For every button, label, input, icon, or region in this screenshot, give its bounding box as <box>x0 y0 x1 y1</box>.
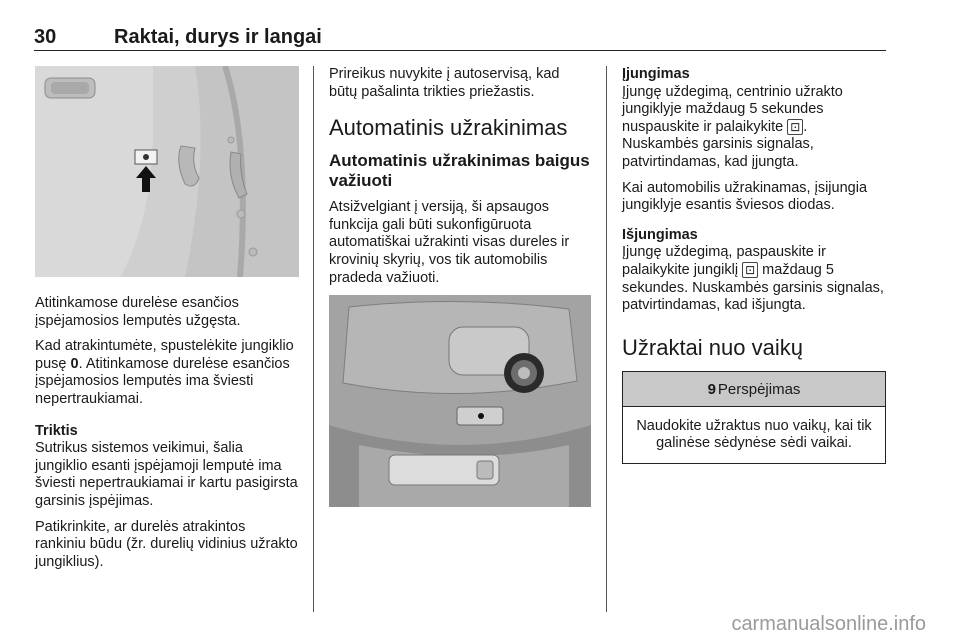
column-middle <box>329 66 591 507</box>
overhead-console-illustration <box>329 295 591 507</box>
paragraph: Atitinkamose durelėse esančios įspėjamosios lemputės užgęsta. <box>35 295 241 329</box>
column-left <box>35 66 299 579</box>
warning-header: 9 Perspėjimas <box>623 372 885 407</box>
paragraph: Sutrikus sistemos veikimui, šalia jungiklio esanti įspėjamoji lemputė ima šviesti nepertraukiamai ir kartu pasigirsta garsinis įspėjimas. <box>35 440 298 509</box>
subsection-heading: Automatinis užrakinimas baigus važiuoti <box>329 151 590 191</box>
paragraph: Įjungę uždegimą, paspauskite ir palaikykite jungiklį ⊡ maždaug 5 sekundes. Nuskambės garsinis signalas, patvirtindamas, kad išjungta. <box>622 244 884 314</box>
watermark: carmanualsonline.info <box>731 613 926 635</box>
column-divider <box>606 66 607 612</box>
lock-icon: ⊡ <box>787 119 803 135</box>
section-heading: Automatinis užrakinimas <box>329 115 568 141</box>
deactivation-heading: Išjungimas <box>622 226 698 243</box>
chapter-title: Raktai, durys ir langai <box>114 26 322 48</box>
section-heading: Užraktai nuo vaikų <box>622 334 803 360</box>
warning-box <box>622 371 886 464</box>
door-lock-illustration <box>35 66 299 277</box>
activation-heading: Įjungimas <box>622 66 690 82</box>
lock-icon: ⊡ <box>742 262 758 278</box>
page-header <box>34 18 886 51</box>
column-divider <box>313 66 314 612</box>
warning-text: Naudokite užraktus nuo vaikų, kai tik galinėse sėdynėse sėdi vaikai. <box>636 417 872 452</box>
paragraph: Kai automobilis užrakinamas, įsijungia jungiklyje esantis šviesos diodas. <box>622 179 868 214</box>
page-number: 30 <box>34 26 57 48</box>
paragraph: Patikrinkite, ar durelės atrakintos rankiniu būdu (žr. durelių vidinius užrakto jungiklius). <box>35 518 298 570</box>
warning-icon: 9 <box>707 380 716 398</box>
paragraph: Kad atrakintumėte, spustelėkite jungiklio pusę 0. Atitinkamose durelėse esančios įspėjamosios lemputės ima šviesti nepertraukiamai. <box>35 338 294 407</box>
column-right <box>622 66 886 464</box>
paragraph: Įjungę uždegimą, centrinio užrakto jungiklyje maždaug 5 sekundes nuspauskite ir palaikykite ⊡ . Nuskambės garsinis signalas, patvirtindamas, kad įjungta. <box>622 83 843 170</box>
paragraph: Prireikus nuvykite į autoservisą, kad būtų pašalinta trikties priežastis. <box>329 66 560 100</box>
fault-heading: Triktis <box>35 422 78 439</box>
paragraph: Atsižvelgiant į versiją, ši apsaugos funkcija gali būti sukonfigūruota automatiškai užrakinti visas dureles ir krovinių skyrių, vos tik automobilis pradeda važiuoti. <box>329 199 570 286</box>
